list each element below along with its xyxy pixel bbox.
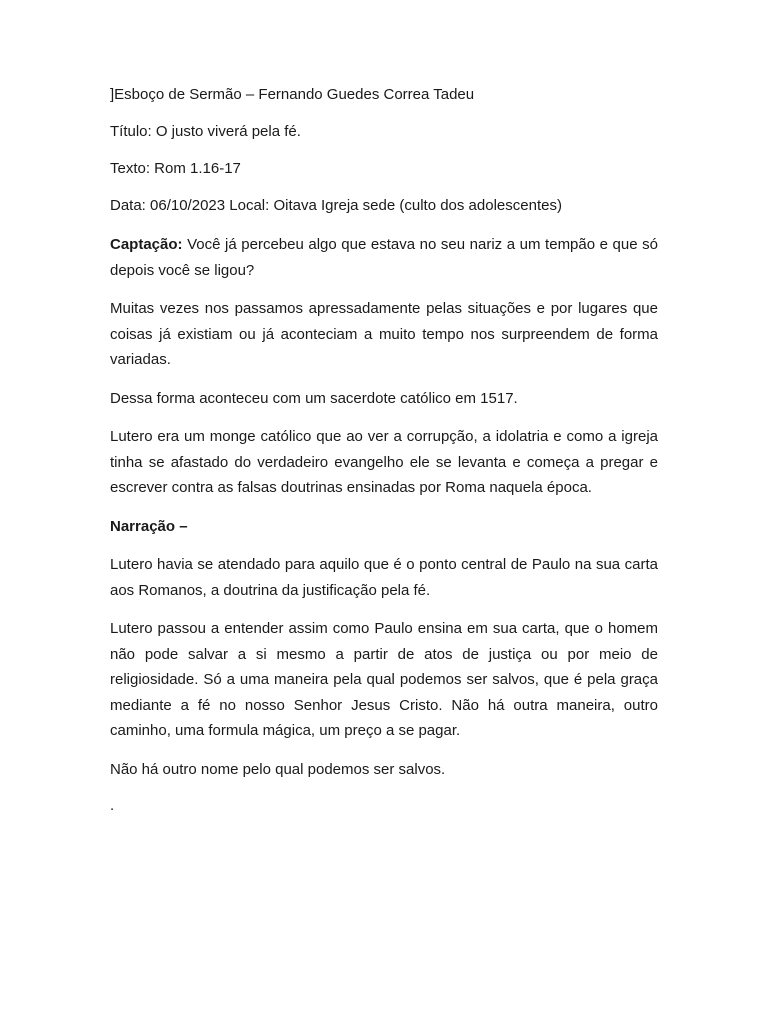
- captacao-paragraph: [110, 232, 658, 283]
- document-body: [110, 84, 658, 816]
- paragraph: Muitas vezes nos passamos apressadamente pelas situações e por lugares que coisas já existiam ou já aconteciam a muito tempo nos surpreendem de forma variadas.: [110, 300, 658, 368]
- sermon-title: Título: O justo viverá pela fé.: [110, 123, 301, 140]
- paragraph: Lutero era um monge católico que ao ver a corrupção, a idolatria e como a igreja tinha se afastado do verdadeiro evangelho ele se levanta e começa a pregar e escrever contra as falsas doutrinas ensinadas por Roma naquela época.: [110, 428, 658, 496]
- paragraph: Lutero passou a entender assim como Paulo ensina em sua carta, que o homem não pode salvar a si mesmo a partir de atos de justiça ou por meio de religiosidade. Só a uma maneira pela qual podemos ser salvos, que é pela graça mediante a fé no nosso Senhor Jesus Cristo. Não há outra maneira, outro caminho, uma formula mágica, um preço a se pagar.: [110, 620, 658, 739]
- trailing-dot: .: [110, 797, 115, 814]
- sermon-header: ]Esboço de Sermão – Fernando Guedes Correa Tadeu: [110, 86, 475, 103]
- sermon-date-location: Data: 06/10/2023 Local: Oitava Igreja sede (culto dos adolescentes): [110, 197, 562, 214]
- paragraph: Dessa forma aconteceu com um sacerdote católico em 1517.: [110, 389, 518, 407]
- paragraph: Não há outro nome pelo qual podemos ser salvos.: [110, 760, 446, 778]
- sermon-text-reference: Texto: Rom 1.16-17: [110, 160, 241, 177]
- narracao-heading: Narração –: [110, 517, 188, 535]
- captacao-label: Captação:: [110, 236, 183, 253]
- captacao-text: Você já percebeu algo que estava no seu nariz a um tempão e que só depois você se ligou?: [110, 236, 658, 279]
- paragraph: Lutero havia se atendado para aquilo que é o ponto central de Paulo na sua carta aos Romanos, a doutrina da justificação pela fé.: [110, 556, 658, 599]
